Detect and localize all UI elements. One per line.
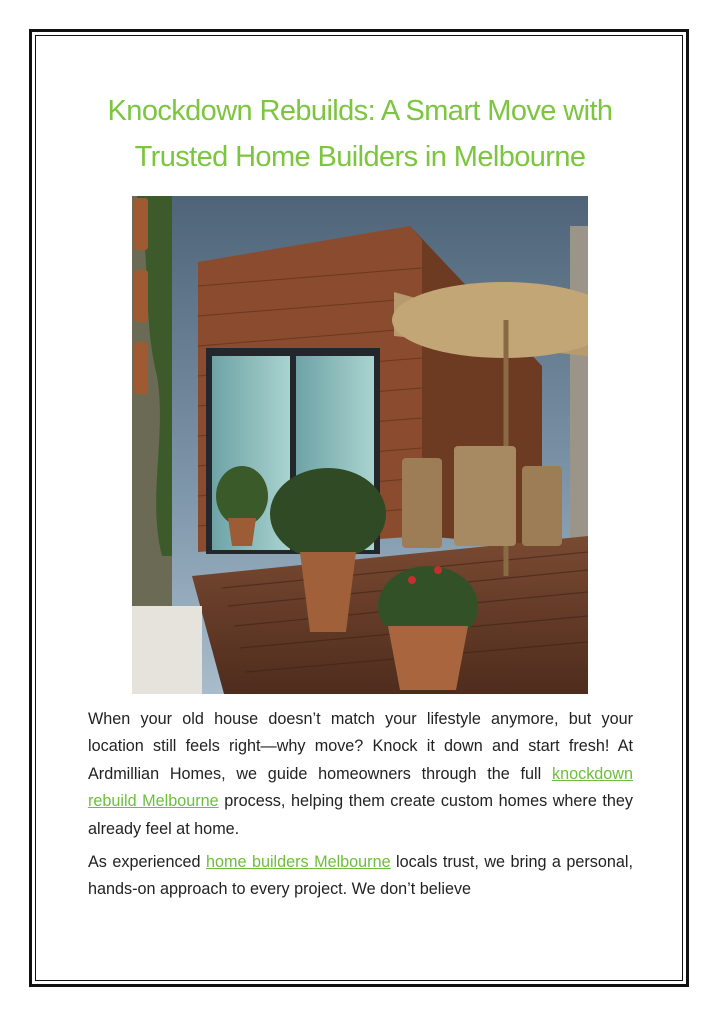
document-title: Knockdown Rebuilds: A Smart Move with Trusted Home Builders in Melbourne (107, 95, 613, 173)
paragraph-2-text-before: As experienced (88, 853, 206, 872)
paragraph-1-text-after: process, helping them create custom homes where they already feel at home. (88, 792, 633, 838)
house-deck-illustration (132, 196, 588, 694)
paragraph-1 (88, 706, 633, 843)
body-text (88, 706, 633, 910)
knockdown-rebuild-link[interactable]: knockdown rebuild Melbourne (88, 764, 633, 811)
paragraph-1-text-before: When your old house doesn’t match your lifestyle anymore, but your location still feels right—why move? Knock it down and start fresh! At Ardmillian Homes, we guide homeowners through the full (88, 710, 633, 783)
home-builders-link[interactable]: home builders Melbourne (206, 853, 391, 872)
paragraph-2-text-after: locals trust, we bring a personal, hands-on approach to every project. We don’t believe (88, 853, 633, 899)
paragraph-2 (88, 849, 633, 904)
hero-image (132, 196, 588, 694)
